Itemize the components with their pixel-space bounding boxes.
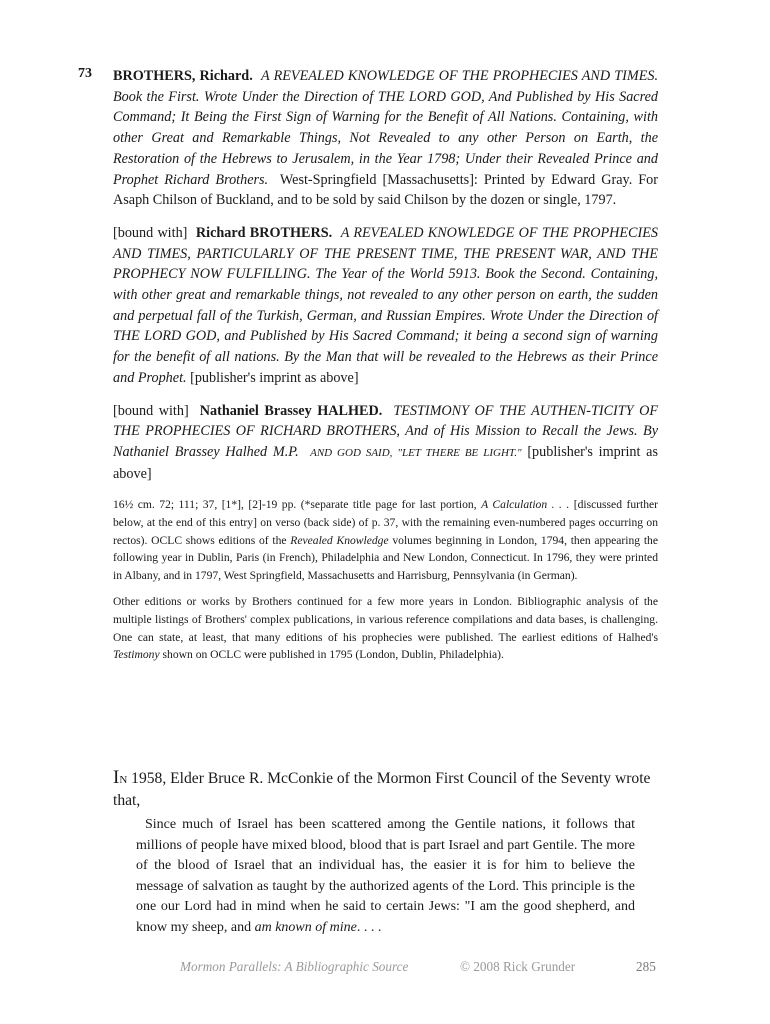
bibliographic-note <box>113 593 658 663</box>
main-citation <box>113 66 658 211</box>
footer-copyright: © 2008 Rick Grunder <box>460 959 576 974</box>
bound1-prefix: [bound with] <box>113 224 188 241</box>
notes-part1: Other editions or works by Brothers continued for a few more years in London. Bibliographic analysis of the multiple listings of Brothers' complex publications, in various reference compilations and data bases, is challenging. One can state, at least, that many editions of his prophecies were published. The earliest editions of Halhed's <box>113 595 658 644</box>
entry-body <box>113 66 658 673</box>
block-quote <box>136 815 635 938</box>
bound2-prefix: [bound with] <box>113 402 189 419</box>
bound1-author: Richard BROTHERS. <box>195 224 333 241</box>
main-author: BROTHERS, Richard. <box>113 68 253 84</box>
quote-italic: am known of mine <box>254 919 357 935</box>
collation-part2: [discussed further below, at the end of this entry] on verso (back side) of p. 37, with the remaining even-numbered pages occurring on rectos). OCLC shows editions of the <box>113 498 659 547</box>
bound2-author: Nathaniel Brassey HALHED. <box>199 402 383 419</box>
bound1-title: A REVEALED KNOWLEDGE OF THE PROPHECIES AND TIMES, PARTICULARLY OF THE PRESENT TIME, THE PRESENT WAR, AND THE PROPHECY NOW FULFILLING. The Year of the World 5913. Book the Second. Containing, with other great and remarkable things, not revealed to any other person on earth, the sudden and perpetual fall of the Turkish, German, and Russian Empires. Wrote Under the Direction of THE LORD GOD, and Published by His Sacred Command; it being a second sign of warning for the benefit of all nations. By the Man that will be revealed to the Hebrews as their Prince and Prophet. <box>113 224 658 386</box>
bound2-title: TESTIMONY OF THE AUTHEN-TICITY OF THE PROPHECIES OF RICHARD BROTHERS, And of His Mission to Recall the Jews. By Nathaniel Brassey Halhed M.P. <box>113 402 658 460</box>
collation-note <box>113 496 658 584</box>
footer-title: Mormon Parallels: A Bibliographic Source <box>180 959 409 974</box>
main-title: A REVEALED KNOWLEDGE OF THE PROPHECIES AND TIMES. Book the First. Wrote Under the Direction of THE LORD GOD, And Published by His Sacred Command; It Being the First Sign of Warning for the Benefit of All Nations. Containing, with other Great and Remarkable Things, Not Revealed to any other Person on Earth, the Restoration of the Hebrews to Jerusalem, in the Year 1798; Under their Revealed Prince and Prophet Richard Brothers. <box>113 68 659 188</box>
bound2-imprint: [publisher's imprint as above] <box>113 443 658 482</box>
page-number: 285 <box>636 959 656 974</box>
intro-text: , Elder Bruce R. McConkie of the Mormon First Council of the Seventy wrote that, <box>113 770 651 809</box>
bound2-motto: AND GOD SAID, "LET THERE BE LIGHT." <box>310 446 522 459</box>
quote-text: Since much of Israel has been scattered among the Gentile nations, it follows that millions of people have mixed blood, blood that is part Israel and part Gentile. The more of the blood of Israel that an individual has, the easier it is for him to believe the message of salvation as taught by the authorized agents of the Lord. This principle is the one our Lord had in mind when he said to certain Jews: "I am the good shepherd, and know my sheep, and <box>136 817 635 935</box>
collation-rk: Revealed Knowledge <box>290 533 389 547</box>
bound1-imprint: [publisher's imprint as above] <box>190 369 359 386</box>
intro-dropcap: I <box>113 767 120 788</box>
bound-with-2 <box>113 401 658 485</box>
bound-with-1 <box>113 223 658 389</box>
entry-number: 73 <box>78 66 92 81</box>
collation-part1: 16½ cm. 72; 111; 37, [1*], [2]-19 pp. (*separate title page for last portion, <box>113 498 477 512</box>
notes-part2: shown on OCLC were published in 1795 (London, Dublin, Philadelphia). <box>162 648 504 662</box>
intro-smallcap: n 1958 <box>119 770 163 787</box>
quote-intro <box>113 767 658 812</box>
notes-testimony: Testimony <box>113 648 160 662</box>
main-imprint: West-Springfield [Massachusetts]: Printed by Edward Gray. For Asaph Chilson of Buckland, and to be sold by said Chilson by the dozen or single, 1797. <box>113 171 658 209</box>
page-footer <box>0 959 770 979</box>
collation-calc: A Calculation . . . <box>481 498 570 512</box>
collation-part3: volumes beginning in London, 1794, then appearing the following year in Dublin, Paris (in French), Philadelphia and New London, Connecticut. In 1796, they were printed in Albany, and in 1797, West Springfield, Massachusetts and Harrisburg, Pennsylvania (in German). <box>113 533 658 582</box>
quote-ellipsis: . . . . <box>356 919 382 935</box>
